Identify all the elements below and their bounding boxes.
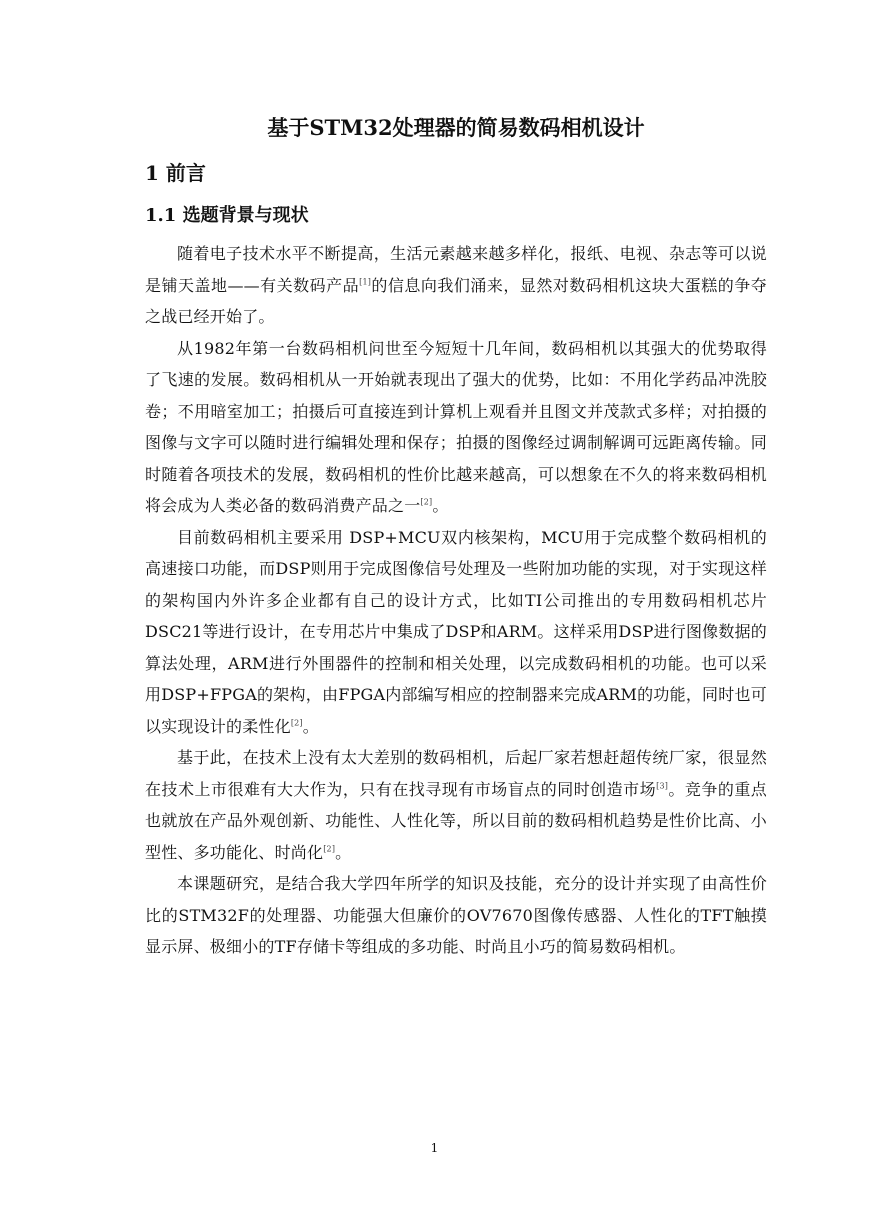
paragraph-text: 。 [432, 496, 449, 515]
citation-ref: [2] [420, 497, 433, 507]
citation-ref: [2] [323, 844, 336, 854]
paragraph-text: 随着电子技术水平不断提高，生活元素越来越多样化，报纸、电视、杂志等可以说是铺天盖地——有关数码产品 [145, 244, 767, 295]
document-title: 基于STM32处理器的简易数码相机设计 [267, 115, 645, 140]
section-heading: 1 前言 [145, 161, 206, 185]
page-number: 1 [430, 1141, 439, 1155]
paragraph [145, 742, 767, 868]
body-paragraphs [145, 238, 767, 963]
citation-ref: [3] [656, 781, 669, 791]
subsection-heading: 1.1 选题背景与现状 [145, 205, 309, 226]
citation-ref: [1] [359, 277, 372, 287]
document-body [145, 112, 767, 963]
citation-ref: [2] [290, 718, 303, 728]
paragraph-text: 的信息向我们涌来，显然对数码相机这块大蛋糕的争夺之战已经开始了。 [145, 275, 767, 326]
paragraph [145, 522, 767, 743]
paragraph [145, 868, 767, 963]
paragraph [145, 333, 767, 522]
paragraph-text: 从1982年第一台数码相机问世至今短短十几年间，数码相机以其强大的优势取得了飞速的发展。数码相机从一开始就表现出了强大的优势，比如：不用化学药品冲洗胶卷；不用暗室加工；拍摄后可直接连到计算机上观看并且图文并茂款式多样；对拍摄的图像与文字可以随时进行编辑处理和保存；拍摄的图像经过调制解调可远距离传输。同时随着各项技术的发展，数码相机的性价比越来越高，可以想象在不久的将来数码相机将会成为人类必备的数码消费产品之一 [145, 338, 767, 515]
paragraph-text: 本课题研究，是结合我大学四年所学的知识及技能，充分的设计并实现了由高性价比的STM32F的处理器、功能强大但廉价的OV7670图像传感器、人性化的TFT触摸显示屏、极细小的TF存储卡等组成的多功能、时尚且小巧的简易数码相机。 [145, 874, 767, 956]
paragraph-text: 。 [335, 842, 352, 862]
paragraph [145, 238, 767, 333]
paragraph-text: 目前数码相机主要采用 DSP+MCU双内核架构，MCU用于完成整个数码相机的高速接口功能，而DSP则用于完成图像信号处理及一些附加功能的实现，对于实现这样的架构国内外许多企业都有自己的设计方式，比如TI公司推出的专用数码相机芯片DSC21等进行设计，在专用芯片中集成了DSP和ARM。这样采用DSP进行图像数据的算法处理，ARM进行外围器件的控制和相关处理，以完成数码相机的功能。也可以采用DSP+FPGA的架构，由FPGA内部编写相应的控制器来完成ARM的功能，同时也可以实现设计的柔性化 [145, 527, 767, 736]
paragraph-text: 。竞争的重点也就放在产品外观创新、功能性、人性化等，所以目前的数码相机趋势是性价比高、小型性、多功能化、时尚化 [145, 779, 768, 862]
paragraph-text: 基于此，在技术上没有太大差别的数码相机，后起厂家若想赶超传统厂家，很显然在技术上市很难有大大作为，只有在找寻现有市场盲点的同时创造市场 [145, 748, 767, 799]
paragraph-text: 。 [302, 716, 319, 736]
